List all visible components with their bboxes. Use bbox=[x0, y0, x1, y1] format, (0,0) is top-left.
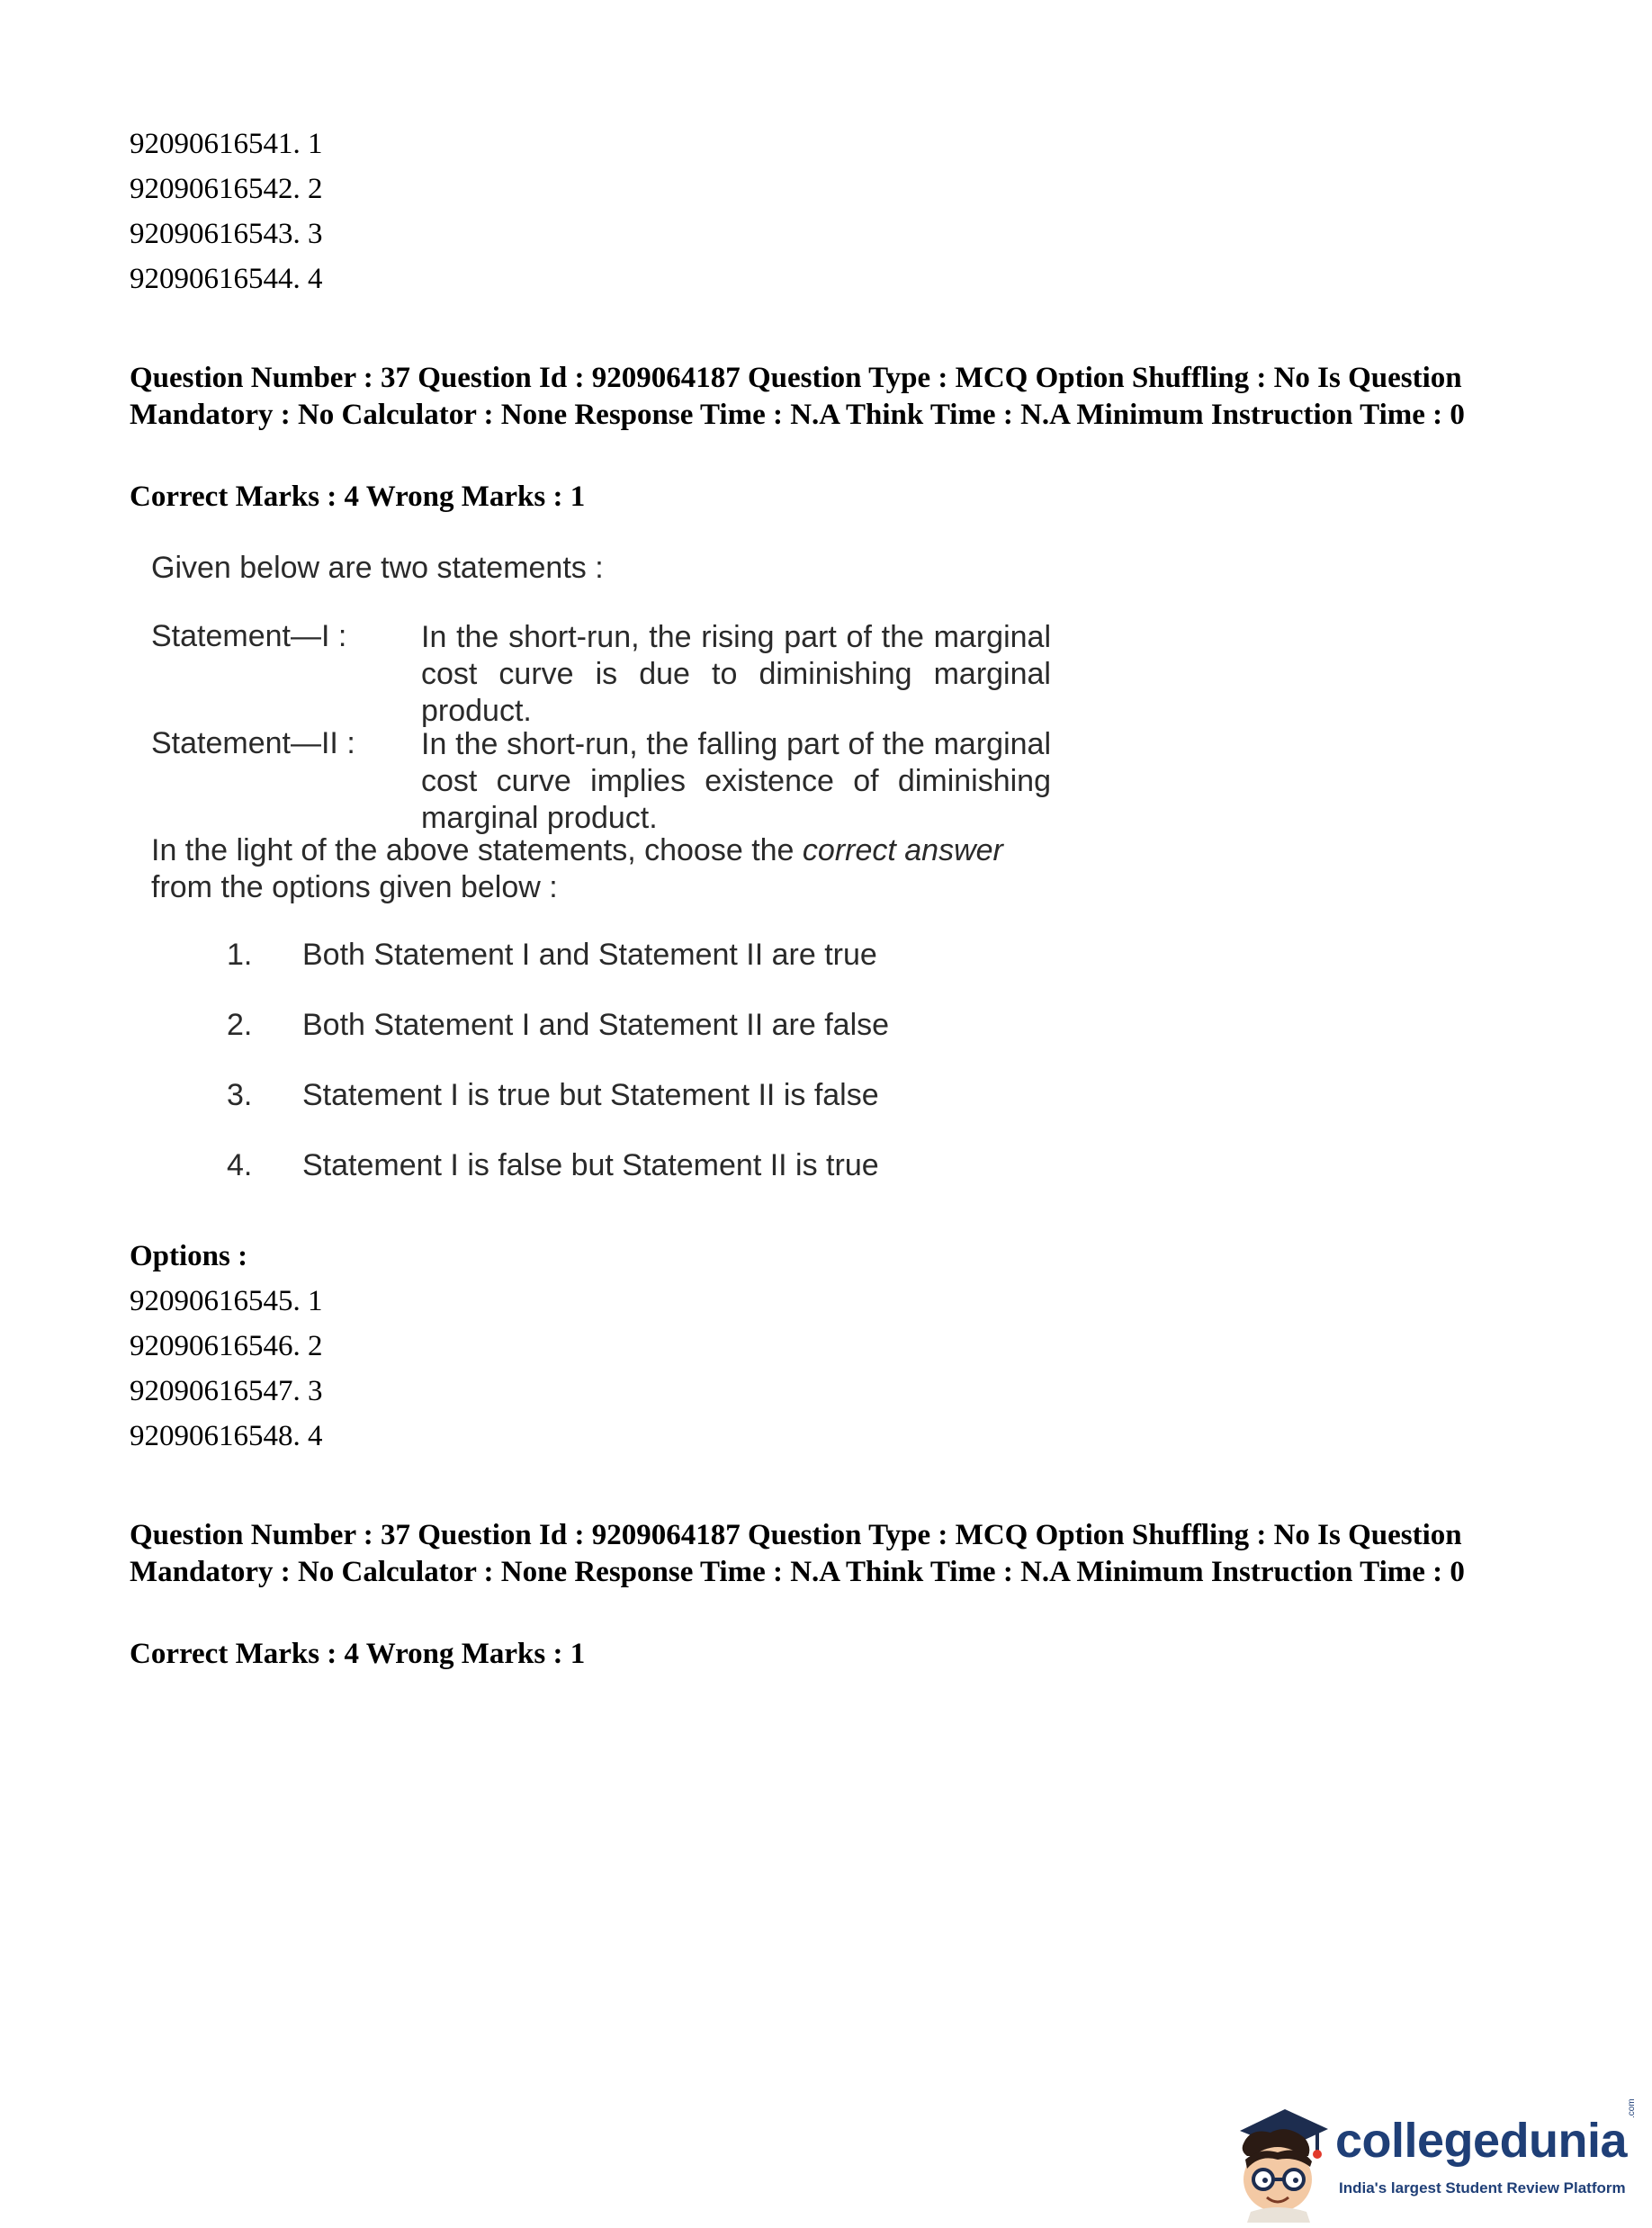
logo-tagline: India's largest Student Review Platform bbox=[1339, 2179, 1626, 2197]
question-image bbox=[135, 531, 1305, 1206]
option-line: 92090616545. 1 bbox=[130, 1285, 323, 1317]
question-instruction: In the light of the above statements, choose the correct answer from the options given below : bbox=[151, 833, 1003, 904]
answer-choice: 3. Statement I is true but Statement II is false bbox=[227, 1078, 879, 1112]
prev-option-line: 92090616543. 3 bbox=[130, 218, 323, 250]
answer-choice: 1. Both Statement I and Statement II are true bbox=[227, 938, 877, 972]
statement-2-text: In the short-run, the falling part of the marginal cost curve implies existence of diminishing marginal product. bbox=[421, 727, 1051, 835]
logo-brand-text: collegedunia bbox=[1335, 2114, 1628, 2168]
option-line: 92090616548. 4 bbox=[130, 1420, 323, 1452]
statement-2-label: Statement—II : bbox=[151, 726, 355, 760]
question-meta: Question Number : 37 Question Id : 9209064187 Question Type : MCQ Option Shuffling : No Is Question Mandatory : No Calculator : None Response Time : N.A Think Time : N.A Minimum Instruction Time : 0 bbox=[130, 362, 1465, 431]
statement-1-text: In the short-run, the rising part of the marginal cost curve is due to diminishing marginal product. bbox=[421, 620, 1051, 728]
answer-choice: 2. Both Statement I and Statement II are false bbox=[227, 1008, 890, 1042]
option-line: 92090616546. 2 bbox=[130, 1330, 323, 1362]
statement-1-label: Statement—I : bbox=[151, 619, 347, 653]
collegedunia-logo bbox=[1224, 2097, 1638, 2223]
logo-dotcom: .com bbox=[1627, 2098, 1637, 2118]
question-marks: Correct Marks : 4 Wrong Marks : 1 bbox=[130, 481, 586, 513]
prev-option-line: 92090616541. 1 bbox=[130, 128, 323, 160]
option-line: 92090616547. 3 bbox=[130, 1375, 323, 1407]
question-intro: Given below are two statements : bbox=[151, 551, 604, 585]
answer-choice: 4. Statement I is false but Statement II is true bbox=[227, 1148, 879, 1182]
question-marks: Correct Marks : 4 Wrong Marks : 1 bbox=[130, 1638, 586, 1670]
question-meta: Question Number : 37 Question Id : 9209064187 Question Type : MCQ Option Shuffling : No Is Question Mandatory : No Calculator : None Response Time : N.A Think Time : N.A Minimum Instruction Time : 0 bbox=[130, 1519, 1465, 1588]
options-heading: Options : bbox=[130, 1240, 248, 1272]
prev-option-line: 92090616542. 2 bbox=[130, 173, 323, 205]
student-mascot-icon bbox=[1224, 2097, 1335, 2223]
prev-option-line: 92090616544. 4 bbox=[130, 263, 323, 295]
